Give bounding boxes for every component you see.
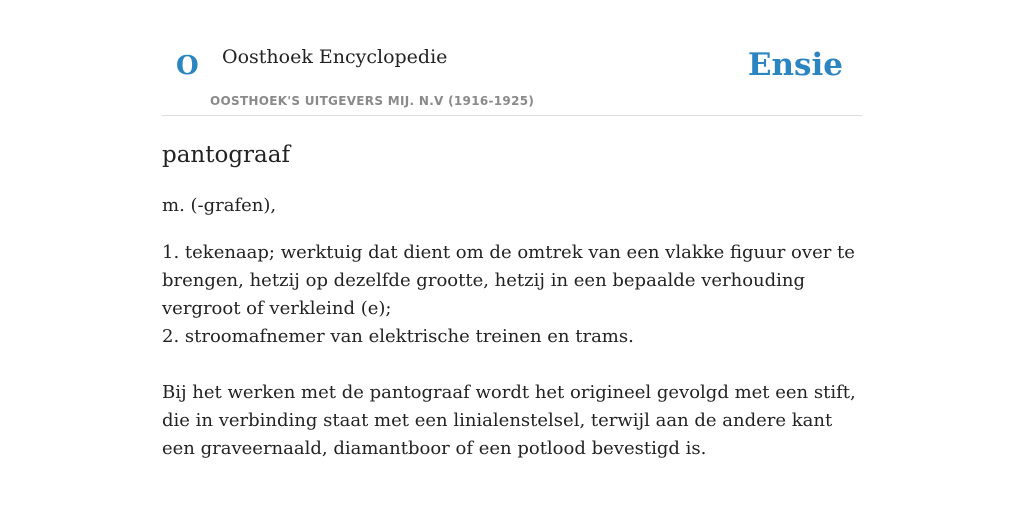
source-publisher: OOSTHOEK'S UITGEVERS MIJ. N.V (1916-1925): [210, 94, 535, 108]
page: [162, 0, 862, 463]
source-letter-icon: O: [176, 51, 199, 81]
entry-title: pantograaf: [162, 142, 290, 168]
definition-1: 1. tekenaap; werktuig dat dient om de omtrek van een vlakke figuur over te brengen, hetzij op dezelfde grootte, hetzij in een bepaalde verhouding vergroot of verkleind (e);: [162, 242, 855, 319]
header: [162, 0, 862, 116]
entry-explanation: Bij het werken met de pantograaf wordt het origineel gevolgd met een stift, die in verbinding staat met een linialenstelsel, terwijl aan de andere kant een graveernaald, diamantboor of een potlood bevestigd is.: [162, 382, 856, 459]
entry-body: [162, 192, 862, 463]
ensie-logo-link[interactable]: Ensie: [747, 47, 843, 83]
entry-grammar: m. (-grafen),: [162, 195, 277, 216]
source-title-link[interactable]: Oosthoek Encyclopedie: [222, 46, 448, 68]
entry-definitions: [162, 239, 862, 351]
definition-2: 2. stroomafnemer van elektrische treinen en trams.: [162, 326, 634, 347]
